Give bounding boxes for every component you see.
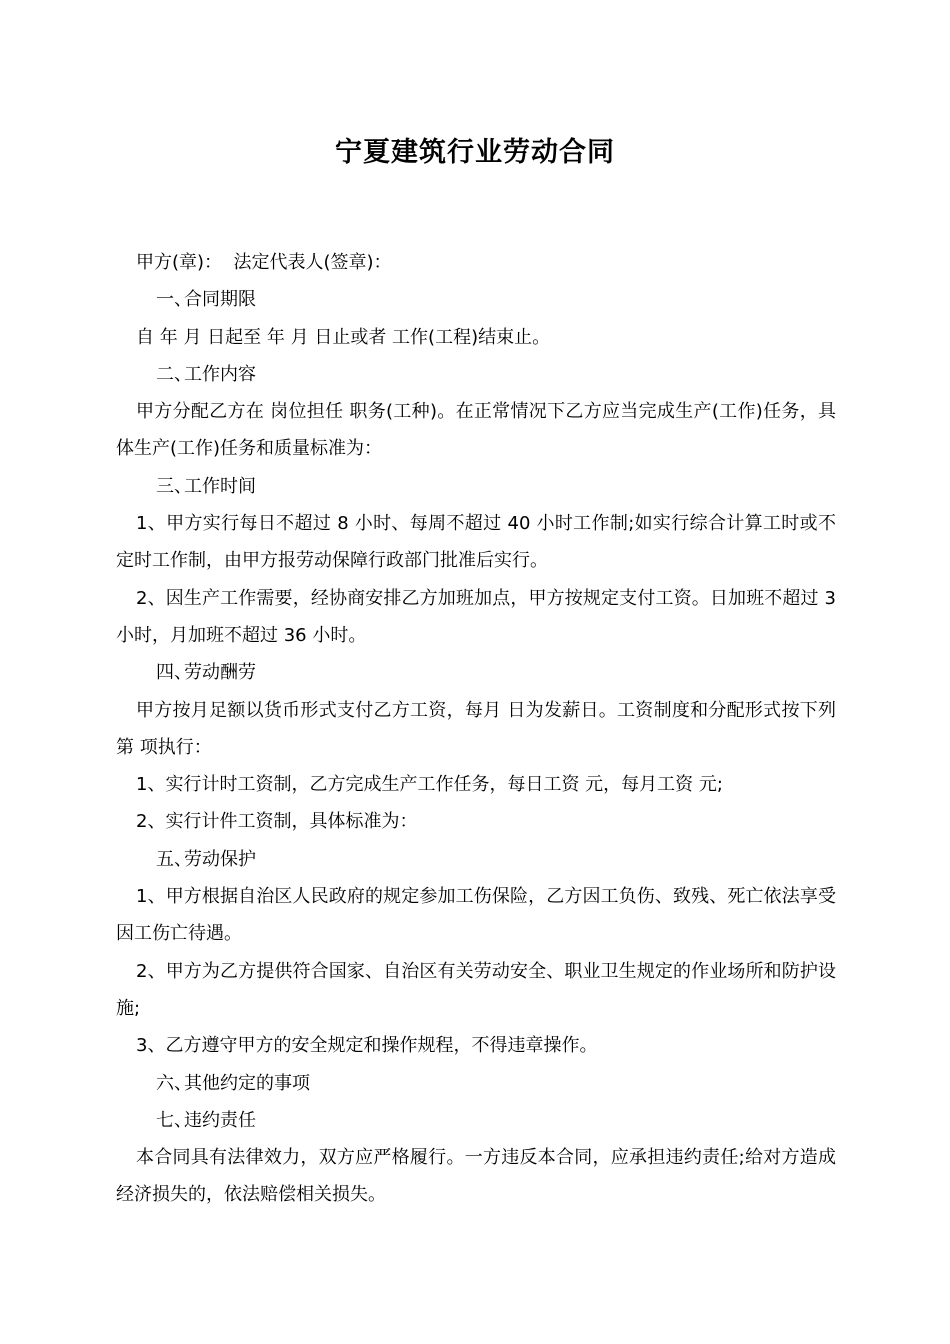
- section-number: 六、: [156, 1072, 192, 1094]
- section-number: 二、: [156, 363, 192, 385]
- paragraph-breach: 本合同具有法律效力，双方应严格履行。一方违反本合同，应承担违约责任;给对方造成经济损失的，依法赔偿相关损失。: [116, 1147, 836, 1206]
- paragraph-time-2: 2、因生产工作需要，经协商安排乙方加班加点，甲方按规定支付工资。日加班不超过 3 小时，月加班不超过 36 小时。: [116, 587, 836, 646]
- paragraph-pay-1: 1、实行计时工资制，乙方完成生产工作任务，每日工资 元，每月工资 元;: [136, 774, 723, 796]
- paragraph-protection-2: 2、甲方为乙方提供符合国家、自治区有关劳动安全、职业卫生规定的作业场所和防护设施;: [116, 960, 836, 1019]
- document-body: [116, 244, 836, 1214]
- paragraph-term: 自 年 月 日起至 年 月 日止或者 工作(工程)结束止。: [136, 326, 551, 348]
- section-title: 违约责任: [184, 1109, 256, 1131]
- section-title: 劳动保护: [184, 848, 256, 870]
- section-heading-1: [116, 281, 836, 318]
- section-title: 其他约定的事项: [184, 1072, 310, 1094]
- paragraph-protection-3: 3、乙方遵守甲方的安全规定和操作规程，不得违章操作。: [136, 1035, 598, 1057]
- section-heading-4: [116, 654, 836, 691]
- section-number: 四、: [156, 662, 192, 684]
- section-title: 合同期限: [184, 289, 256, 311]
- paragraph-time-1: 1、甲方实行每日不超过 8 小时、每周不超过 40 小时工作制;如实行综合计算工时或不定时工作制，由甲方报劳动保障行政部门批准后实行。: [116, 513, 836, 572]
- section-heading-5: [116, 841, 836, 878]
- section-number: 七、: [156, 1109, 192, 1131]
- document-title: 宁夏建筑行业劳动合同: [335, 137, 615, 168]
- section-number: 五、: [156, 848, 192, 870]
- section-heading-2: [116, 356, 836, 393]
- section-number: 一、: [156, 289, 192, 311]
- paragraph-pay-2: 2、实行计件工资制，具体标准为：: [136, 811, 418, 833]
- paragraph-content: 甲方分配乙方在 岗位担任 职务(工种)。在正常情况下乙方应当完成生产(工作)任务，具体生产(工作)任务和质量标准为：: [116, 401, 836, 460]
- section-heading-3: [116, 468, 836, 505]
- paragraph-protection-1: 1、甲方根据自治区人民政府的规定参加工伤保险，乙方因工负伤、致残、死亡依法享受因工伤亡待遇。: [116, 886, 836, 945]
- section-title: 工作内容: [184, 363, 256, 385]
- paragraph-pay: 甲方按月足额以货币形式支付乙方工资，每月 日为发薪日。工资制度和分配形式按下列第 项执行：: [116, 699, 836, 758]
- section-title: 工作时间: [184, 475, 256, 497]
- party-line: 甲方(章)： 法定代表人(签章)：: [136, 252, 392, 273]
- section-number: 三、: [156, 475, 192, 497]
- section-title: 劳动酬劳: [184, 662, 256, 684]
- section-heading-6: [116, 1065, 836, 1102]
- section-heading-7: [116, 1102, 836, 1139]
